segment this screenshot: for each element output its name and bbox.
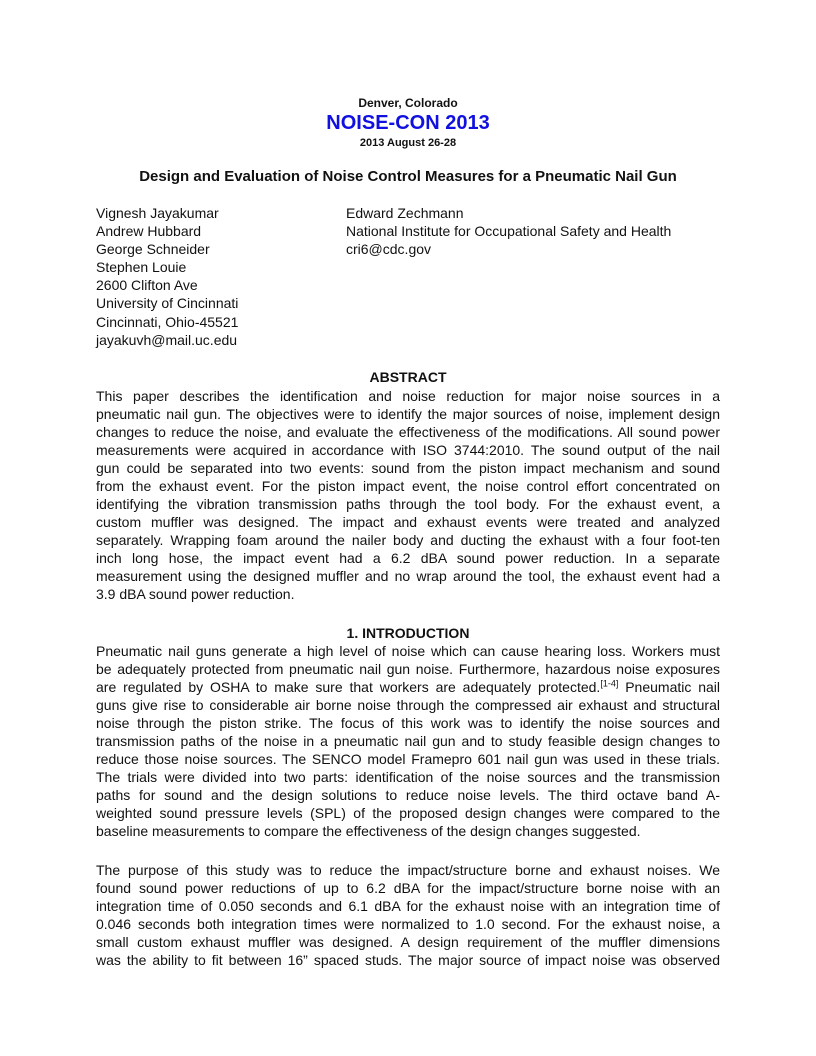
abstract-line: identifying the vibration transmission paths through the tool body. For the exhaust event, a bbox=[96, 496, 720, 512]
intro-line: The trials were divided into two parts: identification of the noise sources and the transmission bbox=[96, 769, 720, 785]
authors-left-block bbox=[96, 204, 238, 349]
abstract-line: inch long hose, the impact event had a 6.2 dBA sound power reduction. In a separate bbox=[96, 550, 720, 566]
abstract-line: measurements were acquired in accordance with ISO 3744:2010. The sound output of the nail bbox=[96, 442, 720, 458]
abstract-text bbox=[96, 387, 720, 603]
introduction-paragraph-2 bbox=[96, 861, 720, 969]
author-line: Edward Zechmann bbox=[346, 205, 464, 221]
intro-line: paths for sound and the design solutions to reduce noise levels. The third octave band A- bbox=[96, 787, 720, 803]
introduction-paragraph-1 bbox=[96, 642, 720, 840]
abstract-line: changes to reduce the noise, and evaluate the effectiveness of the modifications. All sound power bbox=[96, 424, 720, 440]
abstract-line: pneumatic nail gun. The objectives were to identify the major sources of noise, implement design bbox=[96, 406, 720, 422]
address-line: Cincinnati, Ohio-45521 bbox=[96, 313, 239, 330]
intro-line: Pneumatic nail guns generate a high level of noise which can cause hearing loss. Workers must bbox=[96, 643, 720, 659]
affiliation-line: University of Cincinnati bbox=[96, 295, 239, 312]
introduction-heading: 1. INTRODUCTION bbox=[346, 625, 470, 641]
abstract-heading: ABSTRACT bbox=[369, 369, 447, 385]
intro-line: found sound power reductions of up to 6.2 dBA for the impact/structure borne noise with an bbox=[96, 880, 720, 896]
abstract-line: from the exhaust event. For the piston impact event, the noise control effort concentrated on bbox=[96, 478, 720, 494]
author-line: Vignesh Jayakumar bbox=[96, 205, 219, 221]
affiliation-line: National Institute for Occupational Safety and Health bbox=[346, 223, 672, 240]
author-line: George Schneider bbox=[96, 241, 210, 258]
intro-line: The purpose of this study was to reduce the impact/structure borne and exhaust noises. We bbox=[96, 862, 720, 878]
citation-ref: [1-4] bbox=[600, 678, 619, 689]
abstract-line: gun could be separated into two events: sound from the piston impact mechanism and sound bbox=[96, 460, 720, 476]
intro-line: reduce those noise sources. The SENCO model Framepro 601 nail gun was used in these trials. bbox=[96, 751, 720, 767]
intro-line: be adequately protected from pneumatic nail gun noise. Furthermore, hazardous noise exposures bbox=[96, 661, 720, 677]
intro-line: guns give rise to considerable air borne noise through the compressed air exhaust and structural bbox=[96, 697, 720, 713]
authors-right-block bbox=[346, 204, 671, 258]
author-line: Andrew Hubbard bbox=[96, 223, 202, 240]
abstract-line: separately. Wrapping foam around the nailer body and ducting the exhaust with a four foot-ten bbox=[96, 532, 720, 548]
conference-name: NOISE-CON 2013 bbox=[326, 112, 490, 134]
abstract-line: custom muffler was designed. The impact and exhaust events were treated and analyzed bbox=[96, 514, 720, 530]
abstract-line: measurement using the designed muffler and no wrap around the tool, the exhaust event had a bbox=[96, 568, 720, 584]
intro-line: transmission paths of the noise in a pneumatic nail gun and to study feasible design changes to bbox=[96, 733, 720, 749]
email-line: jayakuvh@mail.uc.edu bbox=[96, 331, 238, 348]
abstract-line: 3.9 dBA sound power reduction. bbox=[96, 586, 295, 602]
intro-line-text: are regulated by OSHA to make sure that workers are adequately protected. bbox=[96, 679, 601, 695]
conference-dates: 2013 August 26-28 bbox=[359, 137, 457, 149]
author-line: Stephen Louie bbox=[96, 259, 187, 276]
intro-line: weighted sound pressure levels (SPL) of the proposed design changes were compared to the bbox=[96, 805, 720, 821]
intro-line: was the ability to fit between 16” spaced studs. The major source of impact noise was observed bbox=[96, 952, 720, 968]
email-line: cri6@cdc.gov bbox=[346, 241, 432, 258]
intro-line: integration time of 0.050 seconds and 6.1 dBA for the exhaust noise with an integration time of bbox=[96, 898, 720, 914]
address-line: 2600 Clifton Ave bbox=[96, 277, 198, 294]
intro-line: small custom exhaust muffler was designed. A design requirement of the muffler dimensions bbox=[96, 934, 720, 950]
intro-line: 0.046 seconds both integration times were normalized to 1.0 second. For the exhaust noise, a bbox=[96, 916, 720, 932]
abstract-line: This paper describes the identification and noise reduction for major noise sources in a bbox=[96, 388, 720, 404]
intro-line: baseline measurements to compare the effectiveness of the design changes suggested. bbox=[96, 823, 641, 839]
intro-line-text: Pneumatic nail bbox=[618, 679, 721, 695]
paper-title: Design and Evaluation of Noise Control Measures for a Pneumatic Nail Gun bbox=[139, 168, 677, 185]
intro-line: noise through the piston strike. The focus of this work was to identify the noise sources and bbox=[96, 715, 720, 731]
intro-line-with-citation bbox=[96, 678, 720, 696]
conference-location: Denver, Colorado bbox=[358, 96, 458, 110]
